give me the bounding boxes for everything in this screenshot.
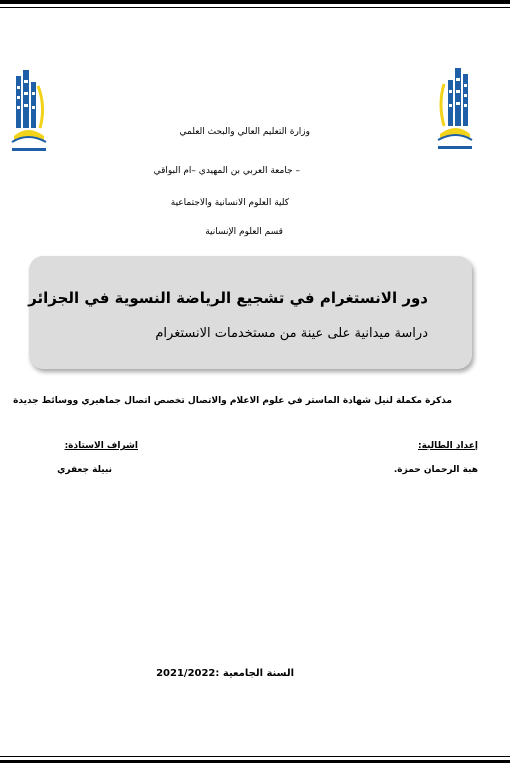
university-name: – جامعة العربي بن المهيدي –ام البواقي [153, 166, 300, 176]
page-border-top-inner [0, 7, 510, 8]
thesis-title-box [29, 256, 472, 369]
supervisor-label: اشراف الاستاذة: [64, 441, 138, 451]
faculty-name: كلية العلوم الانسانية والاجتماعية [170, 198, 289, 208]
department-name: قسم العلوم الإنسانية [205, 227, 283, 237]
memo-description: مذكرة مكملة لنيل شهادة الماستر في علوم الاعلام والاتصال تخصص اتصال جماهيري ووسائط جديدة [13, 396, 452, 406]
university-logo-left [6, 66, 50, 156]
page-border-top [0, 0, 510, 4]
student-name: هبة الرحمان حمزة. [393, 465, 478, 475]
student-label: إعداد الطالبة: [418, 441, 478, 451]
page-border-bottom [0, 760, 510, 763]
university-logo-right [434, 64, 478, 154]
ministry-name: وزارة التعليم العالي والبحث العلمي [179, 127, 310, 137]
academic-year: السنة الجامعية :2021/2022 [156, 668, 294, 679]
page-border-bottom-inner [0, 756, 510, 757]
thesis-subtitle: دراسة ميدانية على عينة من مستخدمات الانستغرام [155, 326, 428, 341]
supervisor-name: نبيلة جعفري [57, 465, 112, 475]
thesis-title: دور الانستغرام في تشجيع الرياضة النسوية في الجزائر [28, 289, 428, 307]
